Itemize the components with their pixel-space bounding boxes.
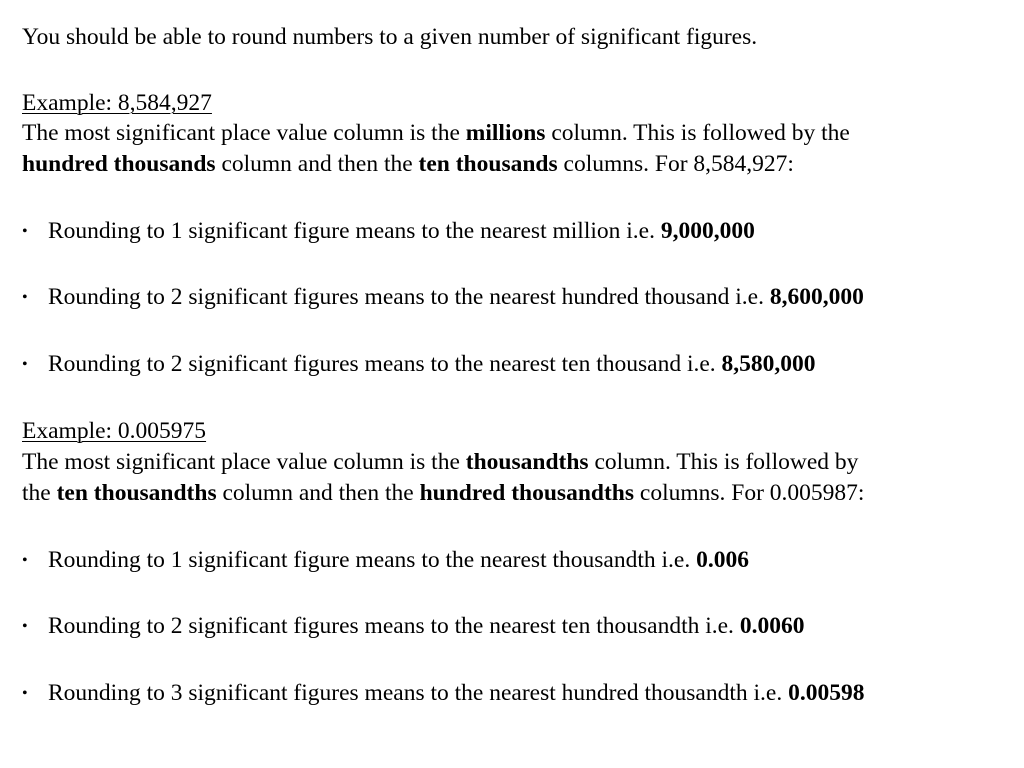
bullet-icon: • [22,618,28,635]
bullet-icon: • [22,552,28,569]
example-1-explanation-line-1 [22,118,850,149]
text: Rounding to 1 significant figure means to the nearest million i.e. [48,218,661,244]
bullet-icon: • [22,685,28,702]
bullet-text [48,349,816,380]
text: column and then the [216,480,420,506]
text: Rounding to 2 significant figures means to the nearest ten thousand i.e. [48,351,722,377]
answer: 8,600,000 [769,284,864,310]
example-2-explanation-line-1 [22,447,858,478]
text: The most significant place value column is the [22,120,466,146]
answer: 0.00598 [788,680,865,706]
example-1-heading: Example: 8,584,927 [22,90,212,116]
bold-term-millions: millions [465,120,546,146]
example-2-heading: Example: 0.005975 [22,418,207,444]
answer: 9,000,000 [660,218,755,244]
text: the [22,480,57,506]
text: Rounding to 1 significant figure means to the nearest thousandth i.e. [48,547,697,573]
bullet-text [48,216,755,247]
text: Rounding to 3 significant figures means to the nearest hundred thousandth i.e. [48,680,789,706]
text: column. This is followed by the [545,120,850,146]
bold-term-ten-thousandths: ten thousandths [56,480,217,506]
bullet-icon: • [22,356,28,373]
text: Rounding to 2 significant figures means to the nearest hundred thousand i.e. [48,284,770,310]
bold-term-hundred-thousandths: hundred thousandths [419,480,635,506]
bold-term-thousandths: thousandths [465,449,589,475]
intro-text: You should be able to round numbers to a given number of significant figures. [22,24,758,50]
answer: 0.006 [696,547,749,573]
example-1-explanation-line-2 [22,149,794,180]
text: column and then the [215,151,419,177]
bullet-icon: • [22,223,28,240]
text: columns. For 8,584,927: [557,151,794,177]
bold-term-ten-thousands: ten thousands [418,151,558,177]
bullet-text [48,545,749,576]
text: columns. For 0.005987: [634,480,865,506]
bullet-text [48,678,864,709]
text: Rounding to 2 significant figures means to the nearest ten thousandth i.e. [48,613,740,639]
bullet-text [48,611,804,642]
bold-term-hundred-thousands: hundred thousands [22,151,216,177]
example-2-explanation-line-2 [22,478,864,509]
answer: 8,580,000 [721,351,816,377]
bullet-text [48,282,864,313]
answer: 0.0060 [739,613,805,639]
bullet-icon: • [22,289,28,306]
text: The most significant place value column is the [22,449,466,475]
text: column. This is followed by [588,449,859,475]
